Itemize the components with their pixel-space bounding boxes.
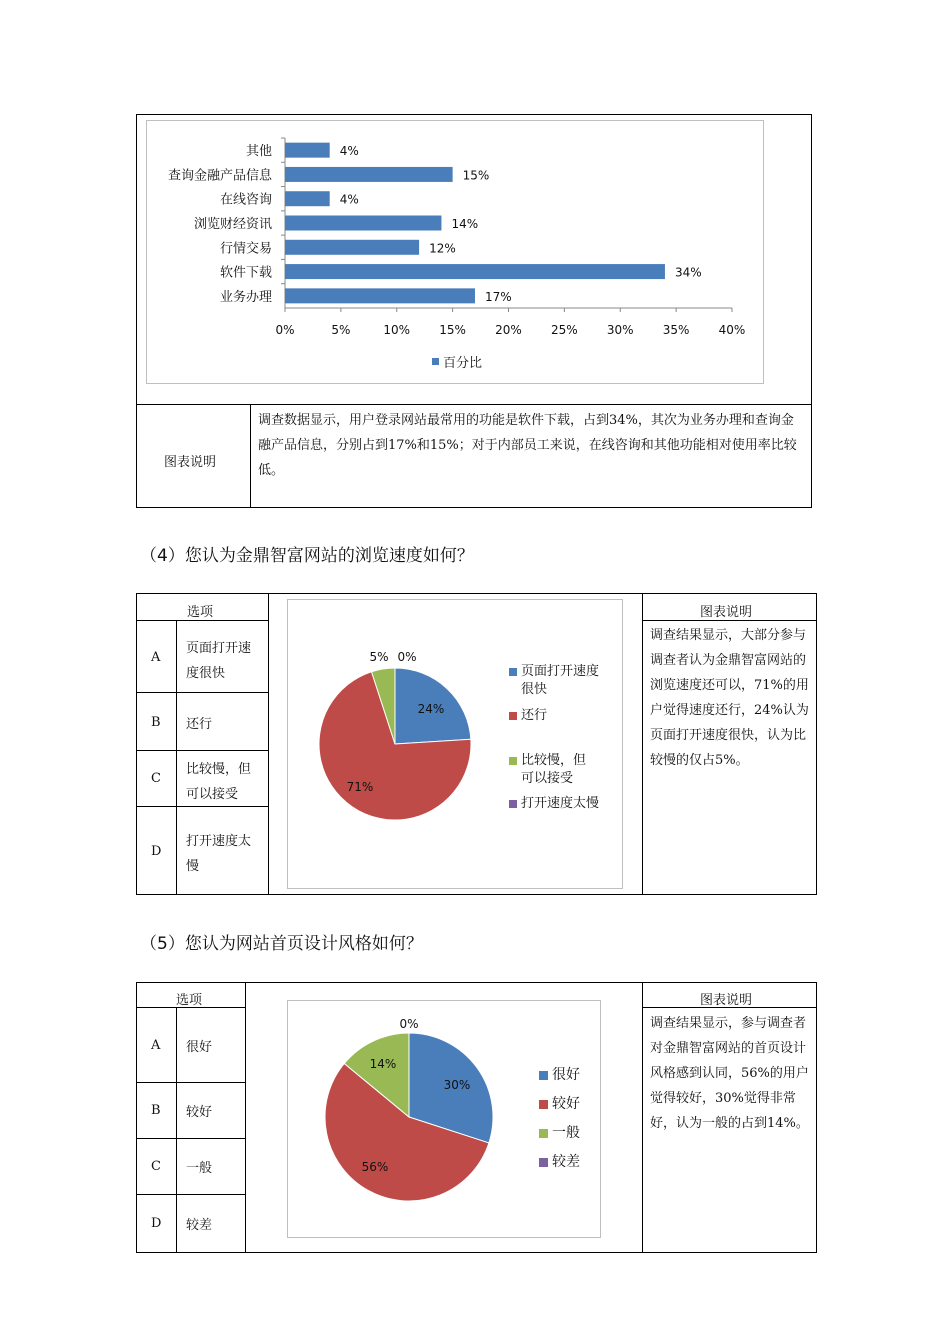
legend-label: 比较慢，但可以接受 <box>521 753 587 786</box>
legend-label: 很好 <box>552 1067 580 1083</box>
data-label: 34% <box>674 265 702 280</box>
slice-label: 0% <box>397 650 417 664</box>
legend-label: 百分比 <box>443 356 483 371</box>
q5-option-c-letter: C <box>151 1159 161 1174</box>
q4-pie-chart <box>287 599 623 889</box>
bar <box>285 240 419 255</box>
q5-row-line-3 <box>136 1194 246 1195</box>
q5-option-c-text: 一般 <box>186 1161 213 1176</box>
q5-options-header: 选项 <box>176 993 203 1008</box>
legend-label: 页面打开速度很快 <box>521 664 600 697</box>
chart1-divider <box>136 404 812 405</box>
legend-label: 打开速度太慢 <box>521 796 600 811</box>
legend-swatch <box>432 358 439 365</box>
q5-desc-text: 调查结果显示，参与调查者对金鼎智富网站的首页设计风格感到认同，56%的用户觉得较好，30%觉得非常好，认为一般的占到14%。 <box>650 1016 809 1131</box>
q4-opt-col-line <box>268 593 269 895</box>
bar <box>285 167 453 182</box>
slice-label: 56% <box>361 1160 389 1174</box>
slice-label: 30% <box>443 1078 471 1092</box>
q4-option-a-letter: A <box>151 650 161 665</box>
q5-option-a-text: 很好 <box>186 1040 213 1055</box>
category-label: 业务办理 <box>219 289 272 305</box>
slice-label: 14% <box>369 1057 397 1071</box>
legend-label: 较好 <box>552 1096 580 1112</box>
category-label: 软件下载 <box>219 265 272 281</box>
q5-opt-col-line <box>245 982 246 1253</box>
category-label: 在线咨询 <box>219 192 272 208</box>
q5-desc-col-line <box>642 982 643 1253</box>
category-label: 浏览财经资讯 <box>193 217 272 232</box>
q5-option-b-letter: B <box>151 1103 161 1118</box>
slice-label: 5% <box>369 650 389 664</box>
bar <box>285 288 475 303</box>
q4-options-header: 选项 <box>187 605 214 620</box>
data-label: 15% <box>462 168 490 183</box>
data-label: 12% <box>429 241 456 256</box>
q4-option-b-text: 还行 <box>186 717 213 732</box>
x-tick-label: 30% <box>606 323 634 337</box>
x-tick-label: 35% <box>662 323 690 337</box>
x-tick-label: 20% <box>495 323 522 337</box>
q5-pie-chart <box>287 1000 601 1238</box>
data-label: 4% <box>339 144 359 159</box>
q5-option-d-letter: D <box>151 1216 162 1231</box>
q4-row-line-1 <box>136 692 269 693</box>
bar <box>285 191 330 206</box>
q4-option-a-text: 页面打开速度很快 <box>186 641 252 681</box>
legend-label: 还行 <box>521 708 548 723</box>
legend-swatch <box>539 1129 548 1138</box>
category-label: 其他 <box>245 144 272 160</box>
slice-label: 0% <box>399 1017 419 1031</box>
legend-swatch <box>509 800 517 808</box>
q5-letter-col-line <box>176 1007 177 1253</box>
x-tick-label: 25% <box>551 323 578 337</box>
chart1-label-divider <box>250 404 251 508</box>
legend-swatch <box>539 1100 548 1109</box>
q4-desc-header-line <box>642 620 817 621</box>
data-label: 4% <box>339 192 359 207</box>
legend-swatch <box>509 757 517 765</box>
q4-letter-col-line <box>176 620 177 895</box>
legend-label: 较差 <box>552 1154 580 1170</box>
slice-label: 24% <box>417 702 445 716</box>
chart1-desc-label: 图表说明 <box>164 455 217 470</box>
x-tick-label: 15% <box>439 323 466 337</box>
legend-swatch <box>509 712 517 720</box>
q4-option-c-text: 比较慢，但可以接受 <box>186 762 252 802</box>
x-tick-label: 10% <box>383 323 411 337</box>
slice-label: 71% <box>346 780 374 794</box>
q4-header-line <box>136 620 269 621</box>
data-label: 17% <box>484 289 512 304</box>
q5-option-b-text: 较好 <box>186 1105 213 1120</box>
legend-swatch <box>539 1158 548 1167</box>
legend-label: 一般 <box>552 1125 580 1141</box>
q4-option-b-letter: B <box>151 715 161 730</box>
q4-option-d-text: 打开速度太慢 <box>186 834 252 874</box>
q5-row-line-2 <box>136 1138 246 1139</box>
bar <box>285 143 330 158</box>
q4-row-line-2 <box>136 750 269 751</box>
bar-chart <box>146 120 764 384</box>
q5-title: （5）您认为网站首页设计风格如何？ <box>140 934 423 954</box>
x-tick-label: 5% <box>331 323 351 337</box>
q5-option-a-letter: A <box>151 1038 161 1053</box>
category-label: 行情交易 <box>219 241 272 257</box>
q4-desc-header: 图表说明 <box>700 605 753 620</box>
bar <box>285 264 665 279</box>
legend-swatch <box>509 668 517 676</box>
bar <box>285 216 441 231</box>
legend-swatch <box>539 1071 548 1080</box>
q5-option-d-text: 较差 <box>186 1218 213 1233</box>
q4-title: （4）您认为金鼎智富网站的浏览速度如何？ <box>140 546 474 566</box>
q5-row-line-1 <box>136 1082 246 1083</box>
q4-desc-col-line <box>642 593 643 895</box>
x-tick-label: 40% <box>718 323 746 337</box>
x-tick-label: 0% <box>275 323 295 337</box>
q4-option-d-letter: D <box>151 844 162 859</box>
q4-option-c-letter: C <box>151 771 161 786</box>
data-label: 14% <box>451 217 479 231</box>
chart1-desc-text: 调查数据显示，用户登录网站最常用的功能是软件下载，占到34%，其次为业务办理和查询金融产品信息，分别占到17%和15%；对于内部员工来说，在线咨询和其他功能相对使用率比较低。 <box>258 413 797 478</box>
q4-desc-text: 调查结果显示，大部分参与调查者认为金鼎智富网站的浏览速度还可以，71%的用户觉得速度还行，24%认为页面打开速度很快，认为比较慢的仅占5%。 <box>650 628 809 768</box>
q5-desc-header: 图表说明 <box>700 993 753 1008</box>
category-label: 查询金融产品信息 <box>167 168 272 184</box>
